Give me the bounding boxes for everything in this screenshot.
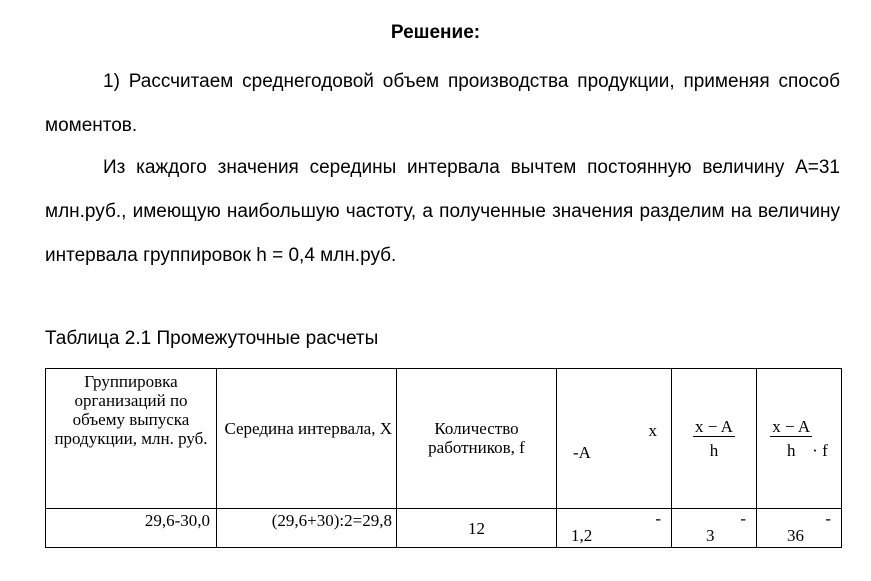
solution-heading: Решение: [390, 22, 481, 43]
cell-value: 1,2 [571, 526, 593, 545]
header-x-label: x [648, 421, 657, 440]
fraction-numerator: x − A [772, 417, 811, 436]
times-f-label: · f [812, 441, 828, 460]
cell-midpoint: (29,6+30):2=29,8 [217, 509, 397, 548]
table-caption: Таблица 2.1 Промежуточные расчеты [45, 328, 379, 349]
cell-value: 3 [706, 526, 715, 545]
fraction-denominator: h [709, 441, 719, 460]
cell-fraction-f-value [757, 509, 842, 548]
header-workers: Количество работников, f [397, 369, 557, 509]
paragraph-step-1: 1) Рассчитаем среднегодовой объем производства продукции, применяя способ моментов. [45, 71, 840, 136]
fraction-numerator: x − A [695, 417, 733, 436]
header-grouping: Группировка организаций по объему выпуска продукции, млн. руб. [46, 369, 217, 509]
intermediate-calculations-table [45, 368, 842, 548]
cell-workers: 12 [397, 509, 557, 548]
fraction-x-minus-a-over-h [693, 417, 735, 460]
cell-sign: - [825, 509, 831, 528]
cell-value: 36 [787, 526, 804, 545]
table-header-row [46, 369, 842, 509]
header-fraction [672, 369, 757, 509]
cell-sign: - [655, 509, 661, 528]
header-midpoint: Середина интервала, X [217, 369, 397, 509]
cell-x-minus-a [557, 509, 672, 548]
cell-group: 29,6-30,0 [46, 509, 217, 548]
cell-sign: - [740, 509, 746, 528]
paragraph-step-1-method: Из каждого значения середины интервала вычтем постоянную величину А=31 млн.руб., имеющую наибольшую частоту, а полученные значения разделим на величину интервала группировок h = 0,4 млн.руб. [45, 157, 840, 266]
header-x-minus-a [557, 369, 672, 509]
table-row [46, 509, 842, 548]
cell-fraction-value [672, 509, 757, 548]
fraction-denominator: h [786, 441, 796, 460]
header-fraction-times-f [757, 369, 842, 509]
header-minus-a-label: -A [573, 443, 591, 462]
fraction-x-minus-a-over-h-f [770, 417, 812, 460]
